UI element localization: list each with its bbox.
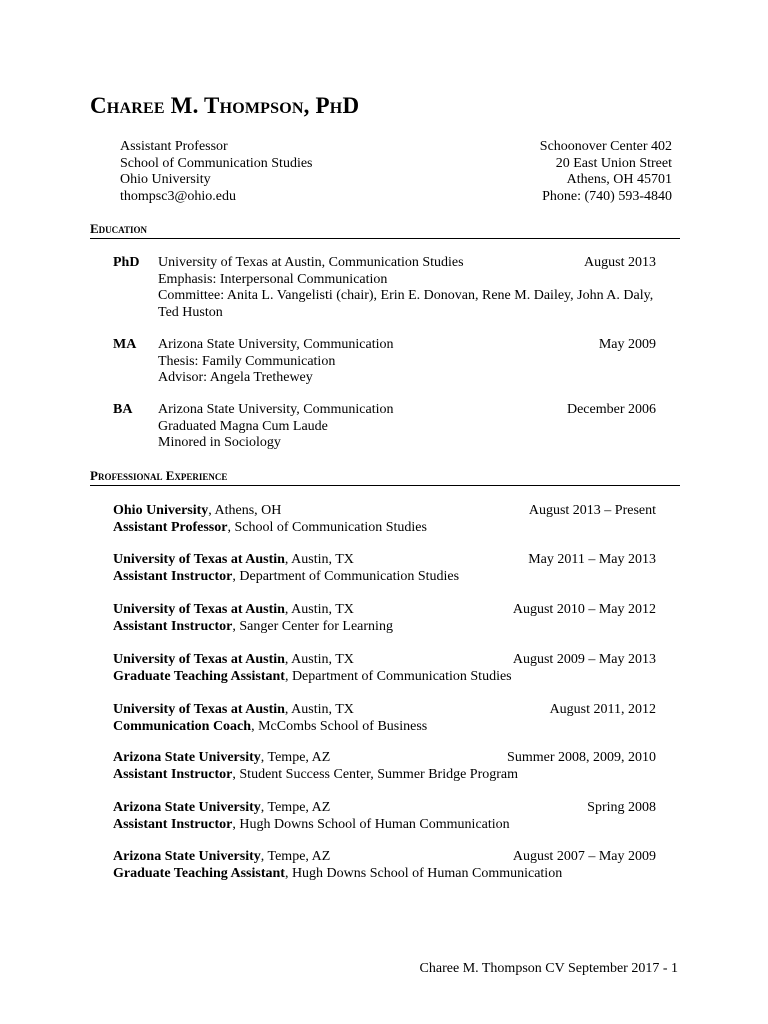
experience-date: Summer 2008, 2009, 2010: [507, 750, 656, 765]
experience-unit: , Department of Communication Studies: [232, 568, 460, 584]
degree-detail: Advisor: Angela Trethewey: [158, 370, 313, 385]
degree-institution: Arizona State University, Communication: [158, 337, 394, 352]
experience-date: Spring 2008: [587, 800, 656, 815]
experience-unit: , Sanger Center for Learning: [232, 618, 393, 634]
experience-date: August 2011, 2012: [549, 702, 656, 717]
contact-university: Ohio University: [120, 172, 211, 187]
contact-school: School of Communication Studies: [120, 155, 313, 171]
experience-org: University of Texas at Austin: [113, 702, 285, 717]
experience-location: , Austin, TX: [284, 552, 354, 567]
experience-entry: [113, 503, 656, 536]
experience-date: May 2011 – May 2013: [528, 552, 656, 567]
education-entry-ma: [113, 337, 656, 387]
experience-role: Assistant Professor: [113, 519, 228, 535]
experience-entry: [113, 602, 656, 635]
experience-heading: Professional Experience: [90, 469, 680, 486]
experience-entry: [113, 750, 656, 783]
contact-affiliation: [120, 139, 313, 205]
degree-label: PhD: [113, 255, 140, 270]
contact-title: Assistant Professor: [120, 139, 228, 154]
degree-date: August 2013: [584, 255, 656, 270]
degree-detail: Emphasis: Interpersonal Communication: [158, 271, 388, 287]
experience-location: , Austin, TX: [284, 602, 354, 617]
experience-entry: [113, 849, 656, 882]
experience-org: Arizona State University: [113, 750, 261, 765]
degree-date: December 2006: [566, 402, 656, 417]
contact-phone: Phone: (740) 593-4840: [542, 188, 672, 204]
experience-org: Arizona State University: [113, 849, 261, 864]
experience-unit: , Hugh Downs School of Human Communication: [284, 865, 563, 881]
experience-location: , Athens, OH: [208, 503, 282, 518]
degree-institution: University of Texas at Austin, Communication Studies: [158, 255, 464, 270]
cv-name: Charee M. Thompson, PhD: [90, 93, 360, 118]
experience-unit: , Student Success Center, Summer Bridge Program: [232, 766, 519, 782]
experience-unit: , Hugh Downs School of Human Communication: [232, 816, 510, 832]
education-entry-ba: [113, 402, 656, 452]
degree-detail: Graduated Magna Cum Laude: [158, 418, 328, 434]
experience-entry: [113, 652, 656, 685]
degree-label: MA: [113, 337, 137, 352]
degree-detail: Thesis: Family Communication: [158, 353, 336, 369]
experience-location: , Tempe, AZ: [260, 800, 331, 815]
education-heading: Education: [90, 222, 680, 239]
experience-unit: , School of Communication Studies: [227, 519, 427, 535]
contact-address: [540, 139, 672, 205]
experience-role: Assistant Instructor: [113, 568, 233, 584]
degree-date: May 2009: [598, 337, 656, 352]
experience-role: Graduate Teaching Assistant: [113, 865, 285, 881]
experience-role: Assistant Instructor: [113, 766, 233, 782]
experience-org: Ohio University: [113, 503, 209, 518]
experience-org: University of Texas at Austin: [113, 552, 285, 567]
degree-institution: Arizona State University, Communication: [158, 402, 394, 417]
experience-unit: , Department of Communication Studies: [284, 668, 512, 684]
experience-org: University of Texas at Austin: [113, 602, 285, 617]
degree-detail: Minored in Sociology: [158, 435, 281, 450]
experience-org: Arizona State University: [113, 800, 261, 815]
address-building: Schoonover Center 402: [539, 139, 672, 154]
experience-entry: [113, 552, 656, 585]
experience-role: Assistant Instructor: [113, 816, 233, 832]
experience-role: Graduate Teaching Assistant: [113, 668, 285, 684]
experience-date: August 2009 – May 2013: [512, 652, 656, 667]
experience-entry: [113, 702, 656, 735]
experience-role: Communication Coach: [113, 718, 252, 734]
address-city: Athens, OH 45701: [566, 172, 672, 187]
experience-date: August 2007 – May 2009: [512, 849, 656, 864]
education-entry-phd: [113, 255, 656, 321]
page-footer: Charee M. Thompson CV September 2017 - 1: [419, 961, 678, 976]
experience-date: August 2013 – Present: [528, 503, 656, 518]
experience-entry: [113, 800, 656, 833]
experience-role: Assistant Instructor: [113, 618, 233, 634]
experience-date: August 2010 – May 2012: [512, 602, 656, 617]
contact-email[interactable]: thompsc3@ohio.edu: [120, 188, 236, 204]
experience-location: , Austin, TX: [284, 652, 354, 667]
address-street: 20 East Union Street: [555, 155, 672, 171]
experience-unit: , McCombs School of Business: [251, 718, 428, 734]
experience-location: , Tempe, AZ: [260, 750, 331, 765]
degree-detail: Committee: Anita L. Vangelisti (chair), Erin E. Donovan, Rene M. Dailey, John A. Daly, Ted Huston: [158, 288, 654, 320]
experience-location: , Tempe, AZ: [260, 849, 331, 864]
experience-org: University of Texas at Austin: [113, 652, 285, 667]
experience-location: , Austin, TX: [284, 702, 354, 717]
degree-label: BA: [113, 402, 133, 417]
